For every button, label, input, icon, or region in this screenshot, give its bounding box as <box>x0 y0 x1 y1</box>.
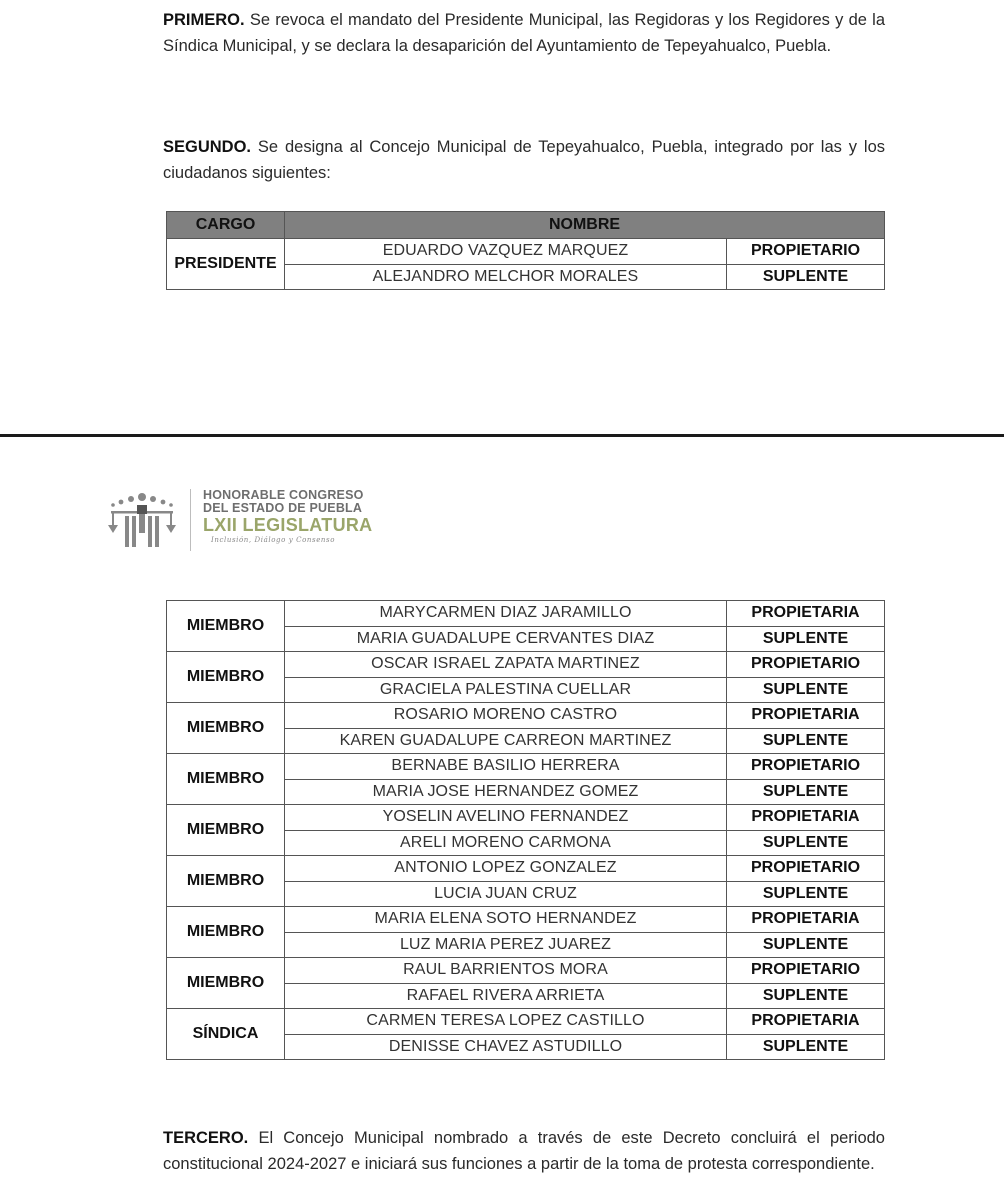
nombre-cell: MARIA GUADALUPE CERVANTES DIAZ <box>285 626 727 652</box>
cargo-cell: MIEMBRO <box>167 907 285 958</box>
cargo-cell: MIEMBRO <box>167 652 285 703</box>
congress-emblem-icon <box>106 489 178 549</box>
nombre-cell: LUZ MARIA PEREZ JUAREZ <box>285 932 727 958</box>
table-row <box>167 703 885 729</box>
tipo-cell: SUPLENTE <box>727 264 885 290</box>
table-row <box>167 805 885 831</box>
tipo-cell: SUPLENTE <box>727 881 885 907</box>
tipo-cell: PROPIETARIA <box>727 1009 885 1035</box>
nombre-cell: MARIA JOSE HERNANDEZ GOMEZ <box>285 779 727 805</box>
tipo-cell: SUPLENTE <box>727 1034 885 1060</box>
council-table-members <box>166 600 885 1060</box>
article-text: Se revoca el mandato del Presidente Municipal, las Regidoras y los Regidores y de la Síndica Municipal, y se declara la desaparición del Ayuntamiento de Tepeyahualco, Puebla. <box>163 11 885 55</box>
logo-separator <box>190 489 191 551</box>
cargo-cell: MIEMBRO <box>167 856 285 907</box>
article-segundo <box>163 134 885 186</box>
article-text: Se designa al Concejo Municipal de Tepeyahualco, Puebla, integrado por las y los ciudadanos siguientes: <box>163 138 885 182</box>
nombre-cell: ROSARIO MORENO CASTRO <box>285 703 727 729</box>
nombre-cell: MARIA ELENA SOTO HERNANDEZ <box>285 907 727 933</box>
logo-text <box>203 489 372 545</box>
table-row <box>167 239 885 265</box>
tipo-cell: SUPLENTE <box>727 932 885 958</box>
tipo-cell: PROPIETARIA <box>727 805 885 831</box>
cargo-cell: MIEMBRO <box>167 601 285 652</box>
tipo-cell: PROPIETARIA <box>727 907 885 933</box>
nombre-cell: YOSELIN AVELINO FERNANDEZ <box>285 805 727 831</box>
tipo-cell: SUPLENTE <box>727 779 885 805</box>
tipo-cell: SUPLENTE <box>727 728 885 754</box>
article-primero <box>163 7 885 59</box>
article-tercero <box>163 1125 885 1177</box>
nombre-cell: CARMEN TERESA LOPEZ CASTILLO <box>285 1009 727 1035</box>
nombre-cell: OSCAR ISRAEL ZAPATA MARTINEZ <box>285 652 727 678</box>
nombre-cell: BERNABE BASILIO HERRERA <box>285 754 727 780</box>
nombre-cell: ALEJANDRO MELCHOR MORALES <box>285 264 727 290</box>
nombre-cell: RAUL BARRIENTOS MORA <box>285 958 727 984</box>
table-row <box>167 601 885 627</box>
tipo-cell: SUPLENTE <box>727 983 885 1009</box>
table-row <box>167 1009 885 1035</box>
article-text: El Concejo Municipal nombrado a través de este Decreto concluirá el periodo constitucional 2024-2027 e iniciará sus funciones a partir de la toma de protesta correspondiente. <box>163 1129 885 1173</box>
nombre-cell: EDUARDO VAZQUEZ MARQUEZ <box>285 239 727 265</box>
article-label: SEGUNDO. <box>163 138 252 156</box>
table-row <box>167 856 885 882</box>
nombre-cell: ARELI MORENO CARMONA <box>285 830 727 856</box>
tipo-cell: PROPIETARIO <box>727 652 885 678</box>
table-row <box>167 652 885 678</box>
tipo-cell: PROPIETARIA <box>727 703 885 729</box>
tipo-cell: PROPIETARIO <box>727 754 885 780</box>
table-row <box>167 754 885 780</box>
cargo-cell: MIEMBRO <box>167 754 285 805</box>
tipo-cell: PROPIETARIA <box>727 601 885 627</box>
table-row <box>167 958 885 984</box>
logo-line-2: DEL ESTADO DE PUEBLA <box>203 501 363 515</box>
article-label: PRIMERO. <box>163 11 245 29</box>
tipo-cell: PROPIETARIO <box>727 239 885 265</box>
article-label: TERCERO. <box>163 1129 249 1147</box>
nombre-cell: RAFAEL RIVERA ARRIETA <box>285 983 727 1009</box>
table-row <box>167 907 885 933</box>
tipo-cell: SUPLENTE <box>727 677 885 703</box>
cargo-cell: PRESIDENTE <box>167 239 285 290</box>
nombre-cell: LUCIA JUAN CRUZ <box>285 881 727 907</box>
nombre-cell: MARYCARMEN DIAZ JARAMILLO <box>285 601 727 627</box>
tipo-cell: SUPLENTE <box>727 830 885 856</box>
header-cargo: CARGO <box>167 212 285 239</box>
tipo-cell: SUPLENTE <box>727 626 885 652</box>
header-nombre: NOMBRE <box>285 212 885 239</box>
nombre-cell: ANTONIO LOPEZ GONZALEZ <box>285 856 727 882</box>
logo-line-3: LXII LEGISLATURA <box>203 515 373 535</box>
congress-logo <box>106 487 386 555</box>
council-table-president <box>166 211 885 290</box>
tipo-cell: PROPIETARIO <box>727 958 885 984</box>
cargo-cell: MIEMBRO <box>167 805 285 856</box>
tipo-cell: PROPIETARIO <box>727 856 885 882</box>
logo-line-1: HONORABLE CONGRESO <box>203 488 364 502</box>
page-break-divider <box>0 434 1004 437</box>
table-body <box>167 601 885 1060</box>
cargo-cell: SÍNDICA <box>167 1009 285 1060</box>
logo-tagline: Inclusión, Diálogo y Consenso <box>211 536 336 544</box>
cargo-cell: MIEMBRO <box>167 703 285 754</box>
cargo-cell: MIEMBRO <box>167 958 285 1009</box>
nombre-cell: GRACIELA PALESTINA CUELLAR <box>285 677 727 703</box>
table-body <box>167 239 885 290</box>
table-header-row <box>167 212 885 239</box>
nombre-cell: KAREN GUADALUPE CARREON MARTINEZ <box>285 728 727 754</box>
nombre-cell: DENISSE CHAVEZ ASTUDILLO <box>285 1034 727 1060</box>
